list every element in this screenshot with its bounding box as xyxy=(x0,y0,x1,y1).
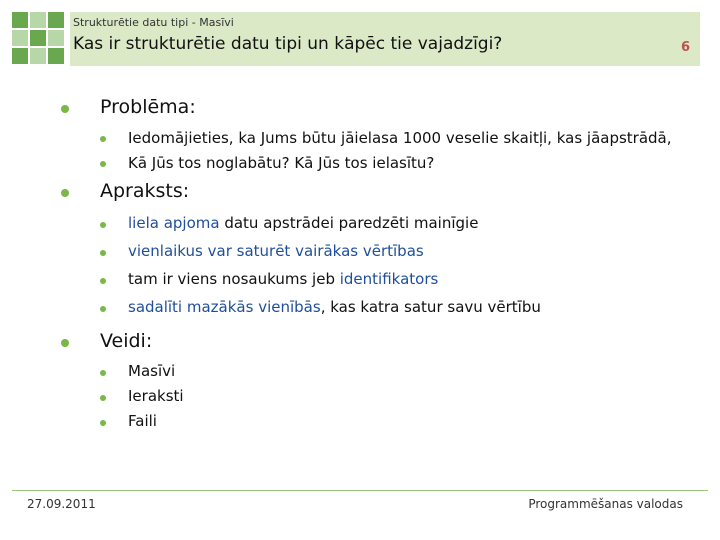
types-item: Faili xyxy=(128,412,157,430)
bullet-icon xyxy=(100,370,106,376)
types-heading: Veidi: xyxy=(100,330,153,352)
problem-item: Kā Jūs tos noglabātu? Kā Jūs tos ielasītu? xyxy=(128,154,435,172)
bullet-icon xyxy=(100,420,106,426)
types-item: Masīvi xyxy=(128,362,176,380)
plain-text: datu apstrādei paredzēti mainīgie xyxy=(219,214,479,232)
bullet-icon xyxy=(100,161,106,167)
types-item: Ieraksti xyxy=(128,387,184,405)
bullet-icon xyxy=(100,306,106,312)
footer-date: 27.09.2011 xyxy=(27,497,96,511)
description-item xyxy=(128,242,424,260)
highlight-text: sadalīti mazākās vienībās xyxy=(128,298,321,316)
slide-number: 6 xyxy=(680,40,690,55)
footer-course-name: Programmēšanas valodas xyxy=(528,497,683,511)
highlight-text: vienlaikus var saturēt vairākas vērtības xyxy=(128,242,424,260)
description-item xyxy=(128,298,541,316)
slide-title: Kas ir strukturētie datu tipi un kāpēc tie vajadzīgi? xyxy=(73,34,503,54)
header-subtitle: Strukturētie datu tipi - Masīvi xyxy=(73,16,234,29)
description-item xyxy=(128,214,478,232)
bullet-icon xyxy=(100,136,106,142)
footer-divider xyxy=(12,490,708,491)
description-heading: Apraksts: xyxy=(100,180,190,202)
highlight-text: liela apjoma xyxy=(128,214,220,232)
bullet-icon xyxy=(100,250,106,256)
bullet-icon xyxy=(100,222,106,228)
plain-text: , kas katra satur savu vērtību xyxy=(320,298,541,316)
bullet-icon xyxy=(100,395,106,401)
highlight-text: identifikators xyxy=(339,270,439,288)
bullet-icon xyxy=(100,278,106,284)
plain-text: tam ir viens nosaukums jeb xyxy=(128,270,340,288)
bullet-icon xyxy=(61,339,69,347)
description-item xyxy=(128,270,438,288)
bullet-icon xyxy=(61,189,69,197)
problem-item: Iedomājieties, ka Jums būtu jāielasa 1000 veselie skaitļi, kas jāapstrādā, xyxy=(128,129,672,147)
bullet-icon xyxy=(61,105,69,113)
problem-heading: Problēma: xyxy=(100,96,196,118)
